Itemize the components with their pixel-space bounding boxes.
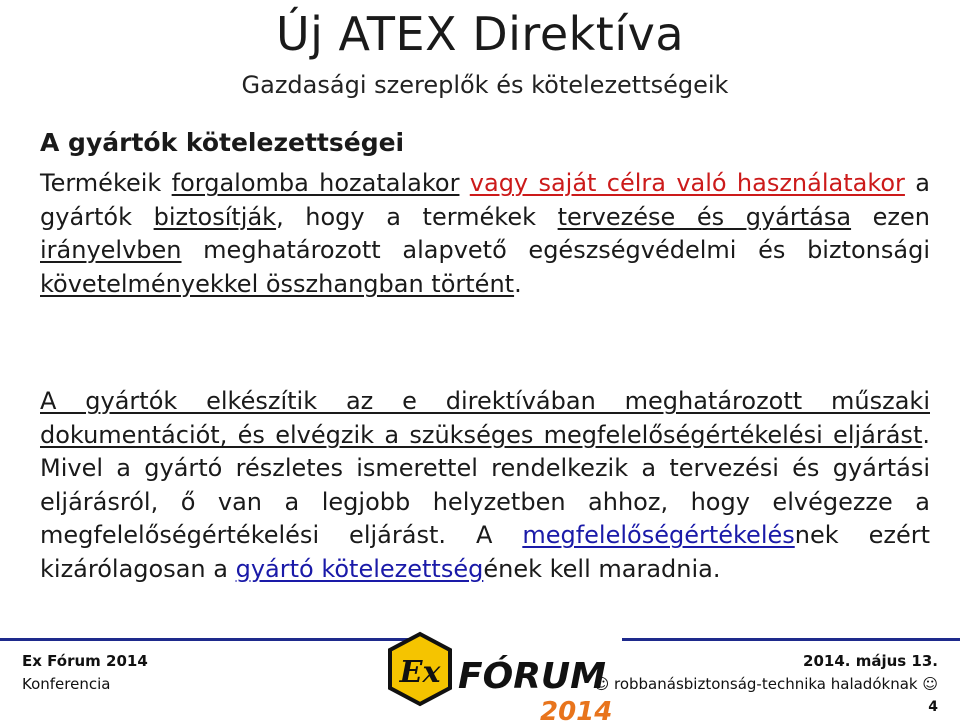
p1-text: a gyártók <box>40 169 930 231</box>
footer-rule-right <box>622 638 960 641</box>
footer-conference-name: Ex Fórum 2014 <box>22 652 148 670</box>
p1-text: . <box>514 269 522 298</box>
p1-underlined-text: követelményekkel összhangban történt <box>40 269 515 298</box>
paragraph-1 <box>40 167 930 301</box>
footer-date: 2014. május 13. <box>803 652 938 670</box>
p1-underlined-text: forgalomba hozatalakor <box>171 169 460 197</box>
p2-underlined-text: A gyártók elkészítik az e direktívában meghatározott műszaki dokumentációt, és elvégzik a szükséges megfelelőségértékelési eljárást <box>40 387 930 449</box>
p1-text: ezen <box>851 202 931 231</box>
p1-text <box>459 169 469 197</box>
footer-tagline: ☺ robbanásbiztonság-technika haladóknak ☺ <box>593 675 938 693</box>
p1-underlined-text: biztosítják <box>153 202 277 231</box>
p2-text: ének kell maradnia. <box>483 554 721 583</box>
logo-ex-text: Ex <box>399 655 441 690</box>
logo-forum-text: FÓRUM <box>458 656 606 697</box>
p2-text: nek ezért kizárólagosan a <box>40 521 930 583</box>
p1-underlined-text: irányelvben <box>40 236 182 264</box>
p1-highlight-red: vagy saját célra való használatakor <box>469 169 905 197</box>
logo-year-text: 2014 <box>540 697 613 727</box>
ex-forum-logo <box>380 630 620 727</box>
p1-text: meghatározott alapvető egészségvédelmi és biztonsági <box>181 236 930 264</box>
p1-underlined-text: tervezése és gyártása <box>557 202 852 231</box>
footer-conference-type: Konferencia <box>22 675 111 693</box>
slide-subtitle: Gazdasági szereplők és kötelezettségeik <box>241 71 729 99</box>
slide-title: Új ATEX Direktíva <box>275 7 685 61</box>
p1-text: Termékeik <box>40 169 172 197</box>
p2-text: . Mivel a gyártó részletes ismerettel rendelkezik a tervezési és gyártási eljárásról, ő van a legjobb helyzetben ahhoz, hogy elvégezze a megfelelőségértékelési eljárást. A <box>40 420 930 549</box>
p2-highlight-blue: gyártó kötelezettség <box>235 554 484 583</box>
p1-text: , hogy a termékek <box>276 202 558 231</box>
page-number: 4 <box>928 699 938 715</box>
p2-highlight-blue: megfelelőségértékelés <box>522 521 795 549</box>
footer-rule-left <box>0 638 410 641</box>
section-heading: A gyártók kötelezettségei <box>40 128 405 157</box>
paragraph-2 <box>40 385 930 586</box>
